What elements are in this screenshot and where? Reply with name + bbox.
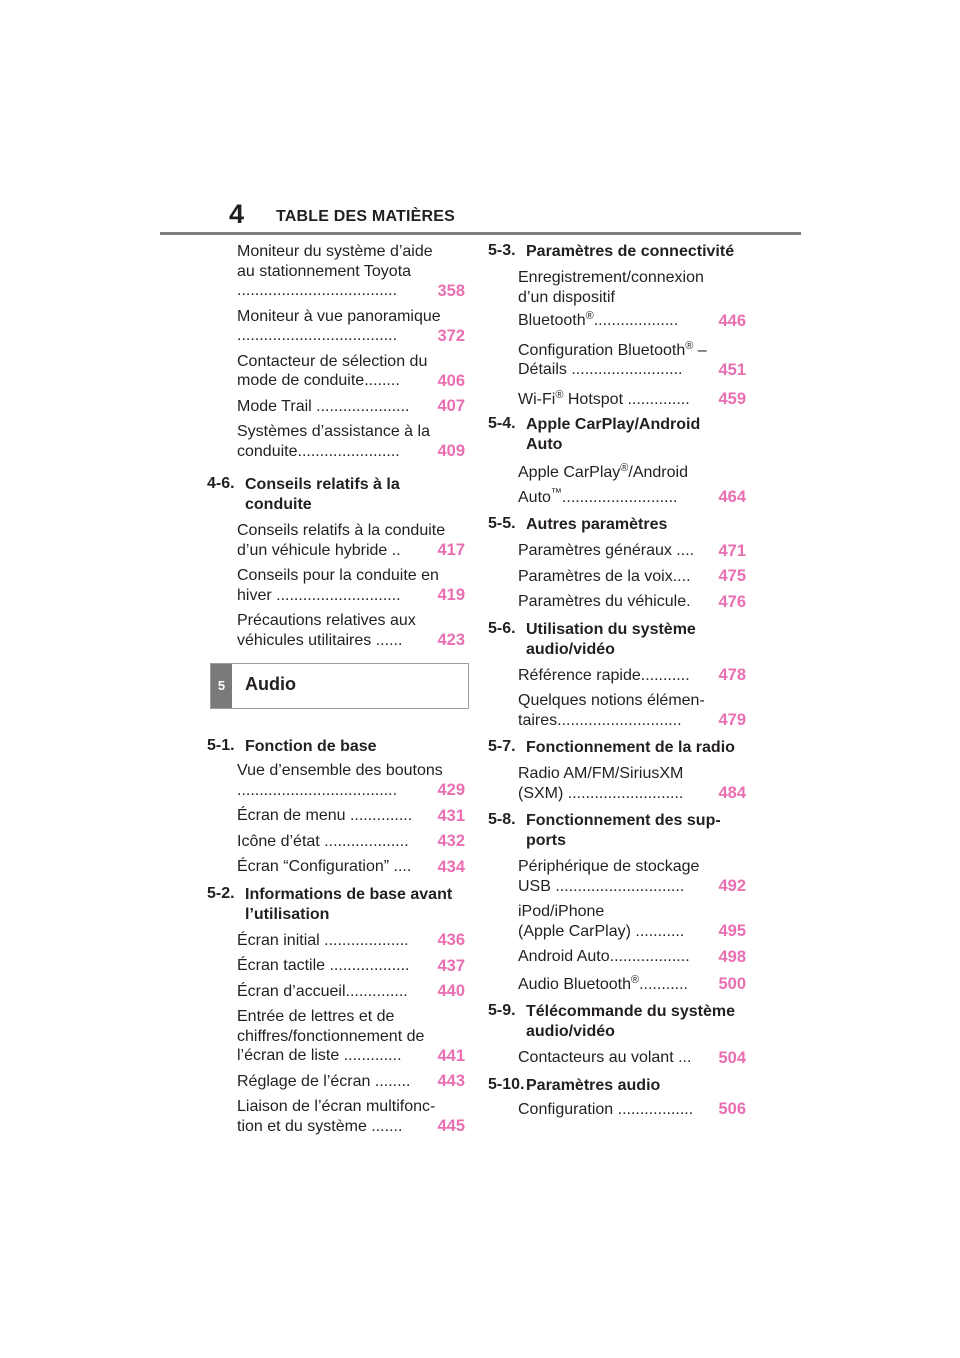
page-ref[interactable]: 432 [437,832,465,850]
entry-line: Périphérique de stockage [518,858,700,875]
section-number: 5-9. [488,1002,516,1019]
toc-entry[interactable] [207,1007,469,1066]
entry-line: au stationnement Toyota [237,262,412,280]
page-number: 4 [229,199,245,229]
section-title-line: Autres paramètres [526,516,668,533]
toc-group [488,1100,750,1120]
page-ref[interactable]: 451 [718,360,746,379]
leader-dots: ........... [639,975,688,993]
toc-entry[interactable] [207,956,469,976]
page-ref[interactable]: 506 [718,1100,746,1118]
entry-line [518,973,746,995]
section-heading [207,737,469,757]
entry-line-part: Audio Bluetooth [518,975,631,993]
section-heading [488,1002,750,1042]
toc-group [488,541,750,612]
entry-line: Paramètres du véhicule. [518,593,691,610]
page-ref[interactable]: 441 [437,1046,465,1065]
section-heading [488,415,750,455]
entry-line: Contacteurs au volant ... [518,1049,692,1066]
toc-entry[interactable] [488,902,750,941]
section-title-line: l’utilisation [245,905,330,923]
page-ref[interactable]: 409 [437,442,465,460]
entry-line [518,339,746,361]
entry-line: .................................... [237,282,398,299]
entry-line: Vue d’ensemble des boutons [237,762,443,779]
toc-entry[interactable] [488,567,750,587]
section-number: 5-3. [488,242,516,259]
chapter-title: Audio [245,674,296,694]
section-number: 5-7. [488,738,516,755]
toc-entry[interactable] [207,857,469,877]
toc-group [207,242,469,461]
toc-entry[interactable] [488,947,750,967]
entry-line-part: Apple CarPlay [518,464,621,481]
section-heading [488,811,750,851]
toc-group [488,857,750,967]
section-number: 5-1. [207,737,235,754]
registered-mark: ® [585,310,594,322]
entry-line: Configuration ................. [518,1100,694,1118]
entry-line: Conseils relatifs à la conduite [237,522,446,539]
entry-line: Entrée de lettres et de [237,1008,395,1025]
toc-group [207,931,469,1137]
entry-line [518,388,746,410]
entry-line: Contacteur de sélection du [237,352,428,370]
section-title-line: conduite [245,496,312,513]
entry-line: Écran initial ................... [237,931,409,949]
entry-line: Écran d’accueil.............. [237,982,408,1000]
page-ref[interactable]: 407 [437,397,465,415]
toc-entry[interactable] [207,1097,469,1136]
page-ref[interactable]: 504 [718,1048,746,1067]
section-number: 5-2. [207,884,235,902]
section-title-line: Fonctionnement de la radio [526,739,735,756]
toc-group [488,666,750,731]
section-title-line: Paramètres audio [526,1076,661,1094]
page-ref[interactable]: 478 [718,666,746,684]
page-ref[interactable]: 484 [718,784,746,802]
toc-entry[interactable] [207,806,469,826]
section-title-line: Fonctionnement des sup- [526,812,721,829]
page-ref[interactable]: 475 [718,567,746,585]
toc-column-left [207,242,469,1136]
toc-entry[interactable] [488,541,750,561]
entry-line: d’un véhicule hybride .. [237,541,401,559]
section-number: 5-4. [488,415,516,432]
toc-entry[interactable] [207,397,469,417]
entry-line [518,486,746,508]
toc-entry[interactable] [207,422,469,461]
entry-line: d’un dispositif [518,288,615,306]
toc-entry[interactable] [488,975,750,995]
page-ref[interactable]: 498 [718,947,746,966]
leader-dots: ................... [593,312,679,329]
toc-entry[interactable] [207,242,469,301]
toc-entry[interactable] [488,857,750,896]
chapter-banner [210,663,469,709]
toc-group [207,521,469,650]
section-number: 5-10. [488,1075,525,1093]
page-ref[interactable]: 406 [437,371,465,390]
section-heading [488,1076,750,1096]
chapter-number: 5 [211,664,232,708]
entry-line: Quelques notions élémen- [518,692,705,709]
section-title-line: audio/vidéo [526,1023,615,1040]
entry-line: Radio AM/FM/SiriusXM [518,765,684,782]
registered-mark: ® [685,339,694,352]
toc-entry[interactable] [488,1100,750,1120]
page-ref[interactable]: 358 [437,281,465,300]
toc-entry[interactable] [488,390,750,410]
toc-column-right [488,242,750,1119]
toc-entry[interactable] [488,341,750,380]
section-title-line: Paramètres de connectivité [526,243,735,260]
page-ref[interactable]: 500 [718,975,746,993]
entry-line: véhicules utilitaires ...... [237,631,403,649]
section-title-line: Fonction de base [245,738,377,755]
page-ref[interactable]: 372 [437,326,465,345]
entry-line: hiver ............................ [237,586,401,604]
toc-entry[interactable] [488,1048,750,1068]
entry-line: Moniteur à vue panoramique [237,307,441,325]
toc-entry[interactable] [207,761,469,800]
entry-line: Paramètres de la voix.... [518,567,691,585]
page-ref[interactable]: 437 [437,956,465,975]
page-ref[interactable]: 429 [437,781,465,799]
page-ref[interactable]: 436 [437,931,465,949]
toc-group [488,1048,750,1068]
entry-line: Conseils pour la conduite en [237,567,439,584]
entry-line: taires............................ [518,711,682,729]
entry-line: tion et du système ....... [237,1117,403,1135]
leader-dots: .......................... [561,488,678,506]
entry-line: Détails ......................... [518,361,683,378]
page-ref[interactable]: 459 [718,390,746,408]
toc-group [207,761,469,877]
entry-line: Mode Trail ..................... [237,397,410,415]
entry-line-part: Auto [518,488,551,506]
entry-line: Paramètres généraux .... [518,542,695,559]
section-heading [488,515,750,535]
entry-line: Écran de menu .............. [237,807,413,824]
registered-mark: ® [620,462,629,474]
section-title-line: Télécommande du système [526,1003,735,1020]
toc-entry[interactable] [207,931,469,951]
entry-line [518,462,746,483]
toc-entry[interactable] [207,521,469,560]
toc-entry[interactable] [207,1072,469,1092]
entry-line: Enregistrement/connexion [518,269,704,286]
page-ref[interactable]: 479 [718,711,746,729]
toc-entry[interactable] [488,592,750,612]
section-number: 5-5. [488,515,516,532]
section-number: 5-6. [488,619,516,637]
entry-line: Écran tactile .................. [237,957,410,974]
page-ref[interactable]: 445 [437,1117,465,1135]
page-ref[interactable]: 495 [718,922,746,940]
section-title-line: Informations de base avant [245,885,453,903]
page-ref[interactable]: 417 [437,541,465,559]
entry-line-part: Bluetooth [518,312,586,329]
entry-line: (Apple CarPlay) ........... [518,922,685,940]
header-rule [160,232,801,235]
page-ref[interactable]: 446 [718,311,746,330]
entry-line [518,310,746,331]
page-ref[interactable]: 492 [718,877,746,895]
entry-line: chiffres/fonctionnement de [237,1027,425,1045]
section-title-line: Auto [526,436,563,453]
toc-entry[interactable] [488,463,750,507]
page-ref[interactable]: 419 [437,586,465,604]
page-ref[interactable]: 440 [437,982,465,1000]
toc-entry[interactable] [488,764,750,803]
entry-line: Moniteur du système d’aide [237,243,433,260]
toc-entry[interactable] [488,691,750,730]
page-ref[interactable]: 443 [437,1072,465,1090]
entry-line-part: Wi-Fi [518,390,556,408]
entry-line: Android Auto.................. [518,948,690,965]
toc-entry[interactable] [207,982,469,1002]
toc-group [488,764,750,803]
page-ref[interactable]: 431 [437,806,465,825]
toc-entry[interactable] [207,352,469,391]
section-number: 5-8. [488,811,516,828]
entry-line: Icône d’état ................... [237,832,409,850]
section-heading [207,885,469,925]
entry-line: Précautions relatives aux [237,612,416,629]
entry-line: mode de conduite........ [237,372,400,389]
section-title-line: audio/vidéo [526,640,615,658]
registered-mark: ® [630,973,640,986]
entry-line-part: Hotspot .............. [563,390,690,408]
toc-entry[interactable] [488,268,750,331]
entry-line-part: – [693,341,707,359]
section-heading [488,242,750,262]
entry-line: Systèmes d’assistance à la [237,423,430,440]
section-heading [488,620,750,660]
section-title-line: ports [526,832,566,849]
entry-line: Écran “Configuration” .... [237,858,412,875]
section-heading [488,738,750,758]
section-number: 4-6. [207,475,235,492]
entry-line: USB ............................. [518,877,685,895]
entry-line: iPod/iPhone [518,903,605,920]
entry-line: Réglage de l’écran ........ [237,1072,411,1090]
page-ref[interactable]: 434 [437,857,465,876]
page-ref[interactable]: 423 [437,631,465,649]
registered-mark: ® [555,388,564,401]
page-header-title: TABLE DES MATIÈRES [276,208,456,225]
entry-line: conduite....................... [237,442,400,460]
entry-line-part: /Android [628,464,688,481]
entry-line: Référence rapide........... [518,666,690,684]
section-title-line: Utilisation du système [526,620,696,638]
page-ref[interactable]: 464 [718,488,746,506]
entry-line: Liaison de l’écran multifonc- [237,1098,436,1115]
toc-entry[interactable] [207,307,469,346]
entry-line: .................................... [237,327,398,344]
page-ref[interactable]: 476 [718,592,746,611]
section-title-line: Apple CarPlay/Android [526,416,701,433]
entry-line: .................................... [237,781,398,799]
section-heading [207,475,469,515]
section-title-line: Conseils relatifs à la [245,476,400,493]
toc-entry[interactable] [488,666,750,686]
entry-line: l’écran de liste ............. [237,1047,402,1064]
trademark-mark: ™ [550,486,562,499]
toc-entry[interactable] [207,832,469,852]
toc-entry[interactable] [207,611,469,650]
entry-line-part: Configuration Bluetooth [518,341,686,359]
toc-entry[interactable] [207,566,469,605]
entry-line: (SXM) .......................... [518,784,684,802]
page-ref[interactable]: 471 [718,541,746,560]
